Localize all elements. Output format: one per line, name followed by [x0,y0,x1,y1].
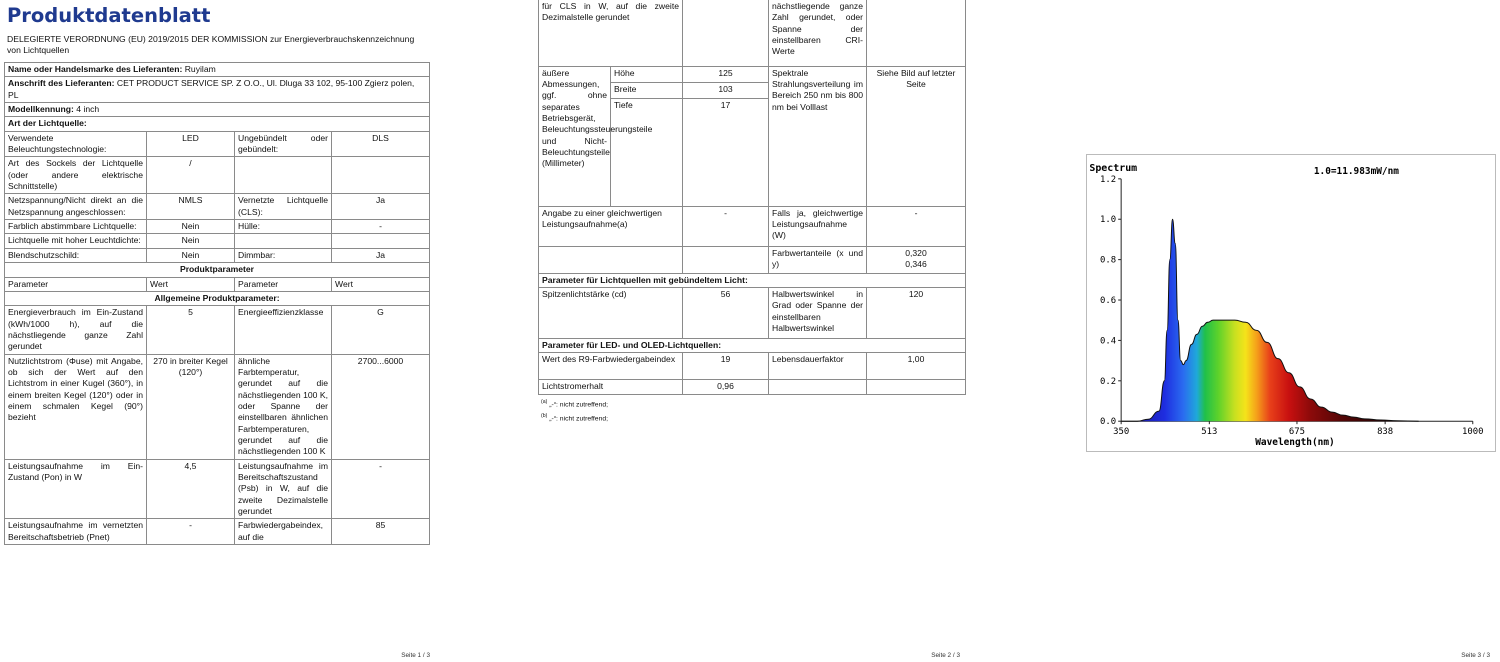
empty-cell [539,246,683,273]
page-number: Seite 3 / 3 [1461,651,1490,659]
table-row [5,220,430,234]
row-value: Nein [147,248,235,262]
general-params-heading: Allgemeine Produktparameter: [5,291,430,305]
y-tick-label: 1.2 [1100,174,1117,185]
param-label [539,206,683,246]
maint-label: Lichtstromerhalt [539,380,683,394]
param-value: - [147,519,235,545]
param-label: ähnliche Farbtemperatur, gerundet auf die nächstliegenden 100 K, oder Spanne der einstellbaren ähnlichen Farbtemperaturen, gerundet auf die nächstliegenden 100 K [235,354,332,459]
spectrum-chart [1086,154,1496,452]
param-value [683,0,769,66]
general-params-heading-row [5,291,430,305]
empty-cell [683,246,769,273]
row-value: Ja [332,248,430,262]
param-label: Farbwiedergabeindex, auf die [235,519,332,545]
column-header: Wert [332,277,430,291]
row-label: Hülle: [235,220,332,234]
model-value: 4 inch [76,104,100,115]
param-value: 270 in breiter Kegel (120°) [147,354,235,459]
x-tick-label: 350 [1113,427,1130,438]
height-label: Höhe [611,66,683,82]
section-heading-row [539,338,966,352]
x-tick-label: 1000 [1462,427,1484,438]
y-tick-label: 0.0 [1100,417,1117,428]
table-row [5,354,430,459]
row-label: Dimmbar: [235,248,332,262]
row-value: DLS [332,131,430,157]
empty-cell [867,380,966,394]
light-source-type-row [5,117,430,131]
row-label [235,234,332,248]
peak-label: Spitzenlichtstärke (cd) [539,287,683,338]
table-row [5,306,430,354]
height-value: 125 [683,66,769,82]
table-row [539,287,966,338]
page-number: Seite 2 / 3 [931,651,960,659]
page-3 [1000,0,1500,662]
table-row [539,0,966,66]
r9-value: 19 [683,353,769,380]
x-tick-label: 675 [1288,427,1306,438]
row-value: - [332,220,430,234]
chart-title: Spectrum [1089,162,1138,174]
param-value: 4,5 [147,459,235,519]
table-row [539,206,966,246]
table-row [539,353,966,380]
param-label: nächstliegende ganze Zahl gerundet, oder Spanne der einstellbaren CRI-Werte [769,0,867,66]
param-label: für CLS in W, auf die zweite Dezimalstelle gerundet [539,0,683,66]
dimensions-row [539,66,966,82]
page-1 [0,0,440,662]
param-label: Leistungsaufnahme im Bereitschaftszustand (Psb) in W, auf die zweite Dezimalstelle gerundet [235,459,332,519]
chart-annotation: 1.0=11.983mW/nm [1313,165,1399,177]
chroma-y: 0,346 [905,258,927,269]
footnote-a: $^{(a)}$ „-“: nicht zutreffend; [541,399,609,409]
x-axis-label: Wavelength(nm) [1255,437,1335,449]
param-label: Nutzlichtstrom (Φuse) mit Angabe, ob sich der Wert auf den Lichtstrom in einer Kugel (360°), in einem breiten Kegel (120°) oder in einem schmalen Kegel (90°) bezieht [5,354,147,459]
x-tick-label: 838 [1377,427,1394,438]
row-value: / [147,157,235,194]
param-value: - [332,459,430,519]
row-value: Ja [332,194,430,220]
param-value: 2700...6000 [332,354,430,459]
param-label: Leistungsaufnahme im vernetzten Bereitschaftsbetrieb (Pnet) [5,519,147,545]
supplier-name-label: Name oder Handelsmarke des Lieferanten: [8,64,183,74]
width-label: Breite [611,82,683,98]
y-tick-label: 0.8 [1100,255,1117,266]
spectral-value: Siehe Bild auf letzter Seite [867,66,966,206]
column-header: Parameter [235,277,332,291]
table-row [5,157,430,194]
supplier-address-label: Anschrift des Lieferanten: [8,78,115,89]
table-row [5,194,430,220]
param-value [867,0,966,66]
y-tick-label: 0.6 [1100,296,1117,306]
chroma-label: Farbwertanteile (x und y) [769,246,867,273]
row-value [332,157,430,194]
product-params-heading: Produktparameter [5,263,430,277]
table-row [5,459,430,519]
row-label: Verwendete Beleuchtungstechnologie: [5,131,147,157]
footnotes [541,398,608,426]
supplier-name: Ruyilam [184,64,216,74]
empty-cell [769,380,867,394]
width-value: 103 [683,82,769,98]
beam-value: 120 [867,287,966,338]
param-label: Energieeffizienzklasse [235,306,332,354]
column-header: Wert [147,277,235,291]
ifyes-value: - [867,206,966,246]
param-value: 5 [147,306,235,354]
spectrum-area [1121,219,1418,421]
row-label: Netzspannung/Nicht direkt an die Netzspannung angeschlossen: [5,194,147,220]
page-number: Seite 1 / 3 [401,651,430,659]
model-row [5,103,430,117]
light-source-type-label: Art der Lichtquelle: [5,117,430,131]
product-params-heading-row [5,263,430,277]
y-tick-label: 1.0 [1100,215,1117,226]
r9-label: Wert des R9-Farbwiedergabeindex [539,353,683,380]
row-value: Nein [147,234,235,248]
column-header-row [5,277,430,291]
row-value: NMLS [147,194,235,220]
equiv-value: - [683,206,769,246]
table-row [5,131,430,157]
row-value [332,234,430,248]
table-row [5,519,430,545]
row-label: Farblich abstimmbare Lichtquelle: [5,220,147,234]
table-row [539,246,966,273]
table-row [539,380,966,394]
regulation-text: DELEGIERTE VERORDNUNG (EU) 2019/2015 DER KOMMISSION zur Energieverbrauchskennzeichnung von Lichtquellen [7,34,415,56]
led-heading: Parameter für LED- und OLED-Lichtquellen: [539,338,966,352]
document-title: Produktdatenblatt [7,4,211,27]
y-tick-label: 0.2 [1100,376,1117,387]
equiv-label: Angabe zu einer gleichwertigen Leistungsaufnahme(a) [542,207,662,229]
param-value: 85 [332,519,430,545]
footnote-b: $^{(b)}$ „-“: nicht zutreffend; [541,413,609,423]
spectral-label: Spektrale Strahlungsverteilung im Bereich 250 nm bis 800 nm bei Volllast [769,66,867,206]
life-value: 1,00 [867,353,966,380]
param-label: Energieverbrauch im Ein-Zustand (kWh/1000 h), auf die nächstliegende ganze Zahl gerundet [5,306,147,354]
page-2 [500,0,970,662]
dimensions-label: äußere Abmessungen, ggf. ohne separates Betriebsgerät, Beleuchtungssteuerungsteile und Nicht-Beleuchtungsteile (Millimeter) [539,66,611,206]
chroma-x: 0,320 [905,247,927,258]
peak-value: 56 [683,287,769,338]
row-label [235,157,332,194]
param-label: Leistungsaufnahme im Ein-Zustand (Pon) in W [5,459,147,519]
row-label: Art des Sockels der Lichtquelle (oder andere elektrische Schnittstelle) [5,157,147,194]
life-label: Lebensdauerfaktor [769,353,867,380]
chroma-value [867,246,966,273]
row-label: Ungebündelt oder gebündelt: [235,131,332,157]
param-value: G [332,306,430,354]
directional-heading: Parameter für Lichtquellen mit gebündeltem Licht: [539,273,966,287]
product-params-table-continued [538,0,966,395]
row-value: LED [147,131,235,157]
row-label: Blendschutzschild: [5,248,147,262]
row-label: Lichtquelle mit hoher Leuchtdichte: [5,234,147,248]
supplier-address: CET PRODUCT SERVICE SP. Z O.O., Ul. Dluga 33 102, 95-100 Zgierz polen, PL [8,78,415,100]
table-row [5,234,430,248]
table-row [5,248,430,262]
supplier-address-row [5,77,430,103]
row-label: Vernetzte Lichtquelle (CLS): [235,194,332,220]
section-heading-row [539,273,966,287]
depth-value: 17 [683,98,769,206]
model-label: Modellkennung: [8,104,74,115]
column-header: Parameter [5,277,147,291]
beam-label: Halbwertswinkel in Grad oder Spanne der einstellbaren Halbwertswinkel [769,287,867,338]
row-value: Nein [147,220,235,234]
supplier-name-row [5,63,430,77]
maint-value: 0,96 [683,380,769,394]
product-info-table [4,62,430,545]
ifyes-label: Falls ja, gleichwertige Leistungsaufnahme (W) [769,206,867,246]
y-tick-label: 0.4 [1100,336,1117,347]
depth-label: Tiefe [611,98,683,206]
x-tick-label: 513 [1201,427,1218,438]
